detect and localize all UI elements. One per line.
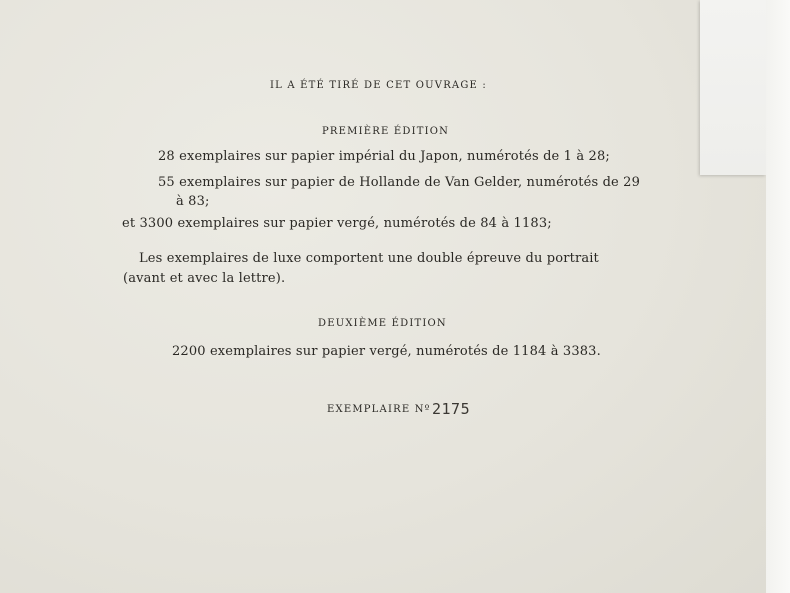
background-surface	[766, 0, 790, 593]
luxury-note-line-1: Les exemplaires de luxe comportent une double épreuve du portrait	[139, 251, 599, 266]
justification-heading: IL A ÉTÉ TIRÉ DE CET OUVRAGE :	[270, 80, 487, 91]
second-edition-line: 2200 exemplaires sur papier vergé, numérotés de 1184 à 3383.	[172, 344, 601, 359]
second-edition-title: DEUXIÈME ÉDITION	[318, 318, 447, 329]
paper-slip	[700, 0, 766, 175]
first-edition-line-2: 55 exemplaires sur papier de Hollande de Van Gelder, numérotés de 29	[158, 175, 641, 190]
first-edition-line-3: à 83;	[176, 194, 210, 209]
copy-number-label: EXEMPLAIRE Nº	[327, 404, 431, 415]
first-edition-line-4: et 3300 exemplaires sur papier vergé, numérotés de 84 à 1183;	[122, 216, 552, 231]
first-edition-line-1: 28 exemplaires sur papier impérial du Japon, numérotés de 1 à 28;	[158, 149, 610, 164]
copy-number-value: 2175	[432, 400, 471, 418]
luxury-note-line-2: (avant et avec la lettre).	[123, 271, 286, 286]
first-edition-title: PREMIÈRE ÉDITION	[322, 126, 450, 137]
